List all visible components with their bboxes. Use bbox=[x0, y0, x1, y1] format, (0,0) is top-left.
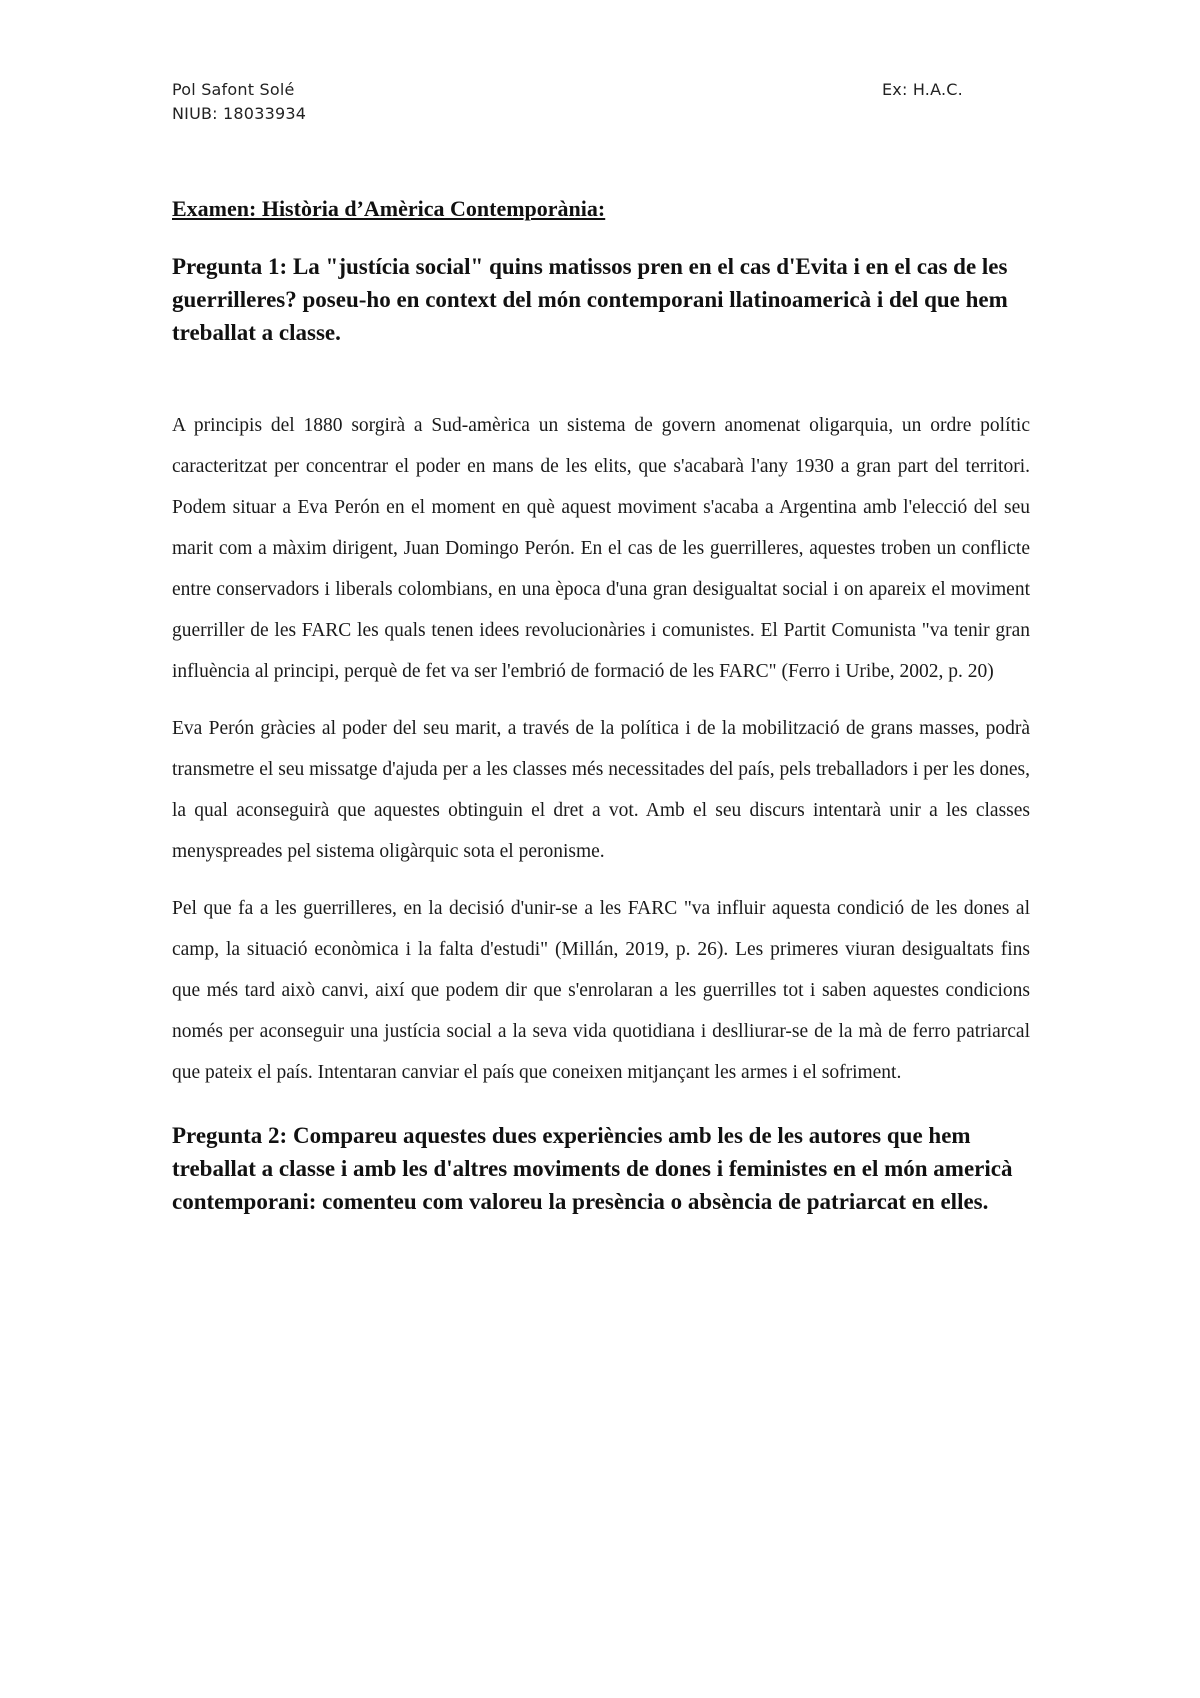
exam-title: Examen: Història d’Amèrica Contemporània: bbox=[172, 196, 606, 221]
author-name: Pol Safont Solé bbox=[172, 80, 295, 99]
question-2 bbox=[172, 1119, 1030, 1218]
question-1-label: Pregunta 1: bbox=[172, 254, 288, 279]
question-1 bbox=[172, 250, 1030, 349]
question-2-text: Compareu aquestes dues experiències amb les de les autores que hem treballat a classe i amb les d'altres moviments de dones i feministes en el món americà contemporani: comenteu com valoreu la presència o absència de patriarcat en elles. bbox=[172, 1123, 1013, 1214]
answer-paragraph-3: Pel que fa a les guerrilleres, en la decisió d'unir-se a les FARC "va influir aquesta condició de les dones al camp, la situació econòmica i la falta d'estudi" (Millán, 2019, p. 26). Les primeres viuran desigualtats fins que més tard això canvi, així que podem dir que s'enrolaran a les guerrilles tot i saben aquestes condicions només per aconseguir una justícia social a la seva vida quotidiana i deslliurar-se de la mà de ferro patriarcal que pateix el país. Intentaran canviar el país que coneixen mitjançant les armes i el sofriment. bbox=[172, 898, 1030, 1083]
document-body bbox=[172, 196, 1030, 1218]
question-1-text: La "justícia social" quins matissos pren en el cas d'Evita i en el cas de les guerrilleres? poseu-ho en context del món contemporani llatinoamericà i del que hem treballat a classe. bbox=[172, 254, 1008, 345]
exam-code: Ex: H.A.C. bbox=[882, 80, 963, 99]
answer-paragraph-2: Eva Perón gràcies al poder del seu marit, a través de la política i de la mobilització de grans masses, podrà transmetre el seu missatge d'ajuda per a les classes més necessitades del país, pels treballadors i per les dones, la qual aconseguirà que aquestes obtinguin el dret a vot. Amb el seu discurs intentarà unir a les classes menyspreades pel sistema oligàrquic sota el peronisme. bbox=[172, 718, 1030, 862]
student-id: NIUB: 18033934 bbox=[172, 104, 307, 123]
question-2-label: Pregunta 2: bbox=[172, 1123, 288, 1148]
answer-paragraph-1: A principis del 1880 sorgirà a Sud-amèrica un sistema de govern anomenat oligarquia, un ordre polític caracteritzat per concentrar el poder en mans de les elits, que s'acabarà l'any 1930 a gran part del territori. Podem situar a Eva Perón en el moment en què aquest moviment s'acaba a Argentina amb l'elecció del seu marit com a màxim dirigent, Juan Domingo Perón. En el cas de les guerrilleres, aquestes troben un conflicte entre conservadors i liberals colombians, en una època d'una gran desigualtat social i on apareix el moviment guerriller de les FARC les quals tenen idees revolucionàries i comunistes. El Partit Comunista "va tenir gran influència al principi, perquè de fet va ser l'embrió de formació de les FARC" (Ferro i Uribe, 2002, p. 20) bbox=[172, 415, 1030, 682]
